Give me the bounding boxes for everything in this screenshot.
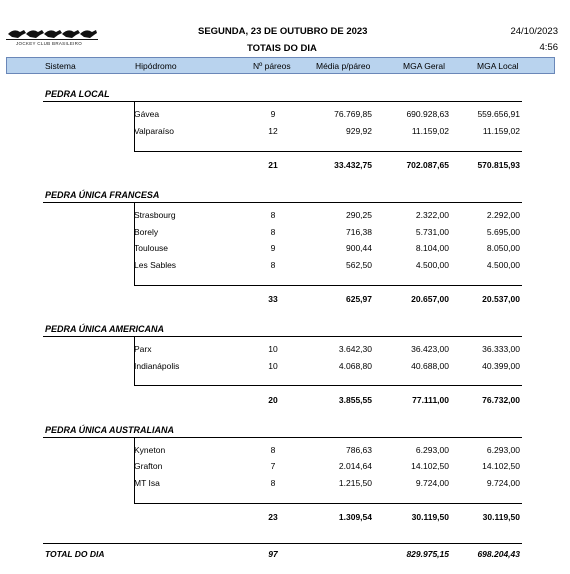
col-hipodromo: Hipódromo bbox=[135, 61, 177, 71]
table-cell: 76.732,00 bbox=[482, 395, 520, 405]
report-subtitle: TOTAIS DO DIA bbox=[247, 43, 317, 54]
table-cell: 2.322,00 bbox=[415, 210, 449, 220]
table-cell: 11.159,02 bbox=[482, 126, 520, 136]
grand-total-geral: 829.975,15 bbox=[406, 549, 449, 559]
table-cell: 6.293,00 bbox=[415, 445, 449, 455]
table-cell: 900,44 bbox=[346, 243, 372, 253]
table-cell: 8.104,00 bbox=[415, 243, 449, 253]
table-cell: 570.815,93 bbox=[477, 160, 520, 170]
table-cell: 30.119,50 bbox=[482, 512, 520, 522]
table-cell: 929,92 bbox=[346, 126, 372, 136]
table-cell: Valparaíso bbox=[134, 126, 175, 136]
table-cell: 20 bbox=[268, 395, 278, 405]
table-cell: 9.724,00 bbox=[415, 478, 449, 488]
table-cell: Parx bbox=[134, 344, 152, 354]
table-cell: 625,97 bbox=[346, 294, 372, 304]
table-cell: 6.293,00 bbox=[486, 445, 520, 455]
table-cell: MT Isa bbox=[134, 478, 160, 488]
table-cell: 2.292,00 bbox=[486, 210, 520, 220]
table-cell: 3.855,55 bbox=[338, 395, 372, 405]
table-cell: 2.014,64 bbox=[338, 461, 372, 471]
table-row bbox=[0, 126, 570, 140]
table-cell: 4.500,00 bbox=[415, 260, 449, 270]
table-cell: 40.688,00 bbox=[411, 361, 449, 371]
col-sistema: Sistema bbox=[45, 61, 76, 71]
table-row bbox=[0, 461, 570, 475]
table-row bbox=[0, 445, 570, 459]
table-row bbox=[0, 344, 570, 358]
table-cell: 30.119,50 bbox=[411, 512, 449, 522]
col-pareos: Nº páreos bbox=[253, 61, 291, 71]
grand-total-pareos: 97 bbox=[268, 549, 278, 559]
logo-caption: JOCKEY CLUB BRASILEIRO bbox=[16, 41, 83, 46]
table-cell: 20.537,00 bbox=[482, 294, 520, 304]
table-cell: Les Sables bbox=[134, 260, 177, 270]
report-time: 4:56 bbox=[539, 42, 558, 53]
subtotal-line bbox=[134, 385, 522, 386]
table-cell: 9 bbox=[270, 243, 276, 253]
table-cell: 8 bbox=[270, 210, 276, 220]
table-cell: 8 bbox=[270, 260, 276, 270]
grand-total-label: TOTAL DO DIA bbox=[45, 549, 105, 559]
section-title: PEDRA ÚNICA FRANCESA bbox=[45, 190, 160, 200]
subtotal-row bbox=[0, 160, 570, 174]
subtotal-row bbox=[0, 294, 570, 308]
table-row bbox=[0, 478, 570, 492]
table-cell: 23 bbox=[268, 512, 278, 522]
table-cell: 786,63 bbox=[346, 445, 372, 455]
table-row bbox=[0, 210, 570, 224]
table-cell: 33 bbox=[268, 294, 278, 304]
table-cell: 8 bbox=[270, 445, 276, 455]
table-cell: 36.333,00 bbox=[482, 344, 520, 354]
table-cell: 4.500,00 bbox=[486, 260, 520, 270]
table-row bbox=[0, 227, 570, 241]
table-cell: 76.769,85 bbox=[334, 109, 372, 119]
grand-total-line bbox=[43, 543, 522, 544]
section-divider bbox=[43, 336, 522, 337]
table-cell: 8 bbox=[270, 478, 276, 488]
table-cell: 11.159,02 bbox=[411, 126, 449, 136]
table-cell: Kyneton bbox=[134, 445, 166, 455]
grand-total-local: 698.204,43 bbox=[477, 549, 520, 559]
table-cell: 1.215,50 bbox=[338, 478, 372, 488]
table-row bbox=[0, 361, 570, 375]
column-header-bar bbox=[6, 57, 555, 74]
table-cell: 40.399,00 bbox=[482, 361, 520, 371]
section-title: PEDRA LOCAL bbox=[45, 89, 110, 99]
section-divider bbox=[43, 437, 522, 438]
grand-total-row bbox=[0, 549, 570, 563]
subtotal-row bbox=[0, 395, 570, 409]
table-cell: 12 bbox=[268, 126, 278, 136]
table-cell: 77.111,00 bbox=[412, 395, 449, 405]
section-title: PEDRA ÚNICA AUSTRALIANA bbox=[45, 425, 174, 435]
table-cell: Strasbourg bbox=[134, 210, 176, 220]
table-cell: 690.928,63 bbox=[406, 109, 449, 119]
col-mga-local: MGA Local bbox=[477, 61, 519, 71]
section-title: PEDRA ÚNICA AMERICANA bbox=[45, 324, 164, 334]
table-cell: 21 bbox=[268, 160, 278, 170]
subtotal-line bbox=[134, 503, 522, 504]
table-cell: Gávea bbox=[134, 109, 160, 119]
table-cell: 7 bbox=[270, 461, 276, 471]
table-cell: Borely bbox=[134, 227, 159, 237]
table-cell: 716,38 bbox=[346, 227, 372, 237]
table-cell: 36.423,00 bbox=[411, 344, 449, 354]
table-cell: 20.657,00 bbox=[411, 294, 449, 304]
table-cell: 4.068,80 bbox=[338, 361, 372, 371]
table-cell: 290,25 bbox=[346, 210, 372, 220]
table-cell: 8.050,00 bbox=[486, 243, 520, 253]
table-cell: 33.432,75 bbox=[334, 160, 372, 170]
subtotal-line bbox=[134, 285, 522, 286]
table-row bbox=[0, 109, 570, 123]
table-cell: 562,50 bbox=[346, 260, 372, 270]
table-cell: 14.102,50 bbox=[482, 461, 520, 471]
col-mga-geral: MGA Geral bbox=[403, 61, 446, 71]
section-divider bbox=[43, 202, 522, 203]
report-date: 24/10/2023 bbox=[510, 26, 558, 37]
section-divider bbox=[43, 101, 522, 102]
table-cell: 10 bbox=[268, 361, 278, 371]
report-title: SEGUNDA, 23 DE OUTUBRO DE 2023 bbox=[198, 26, 368, 37]
col-media: Média p/páreo bbox=[316, 61, 371, 71]
table-cell: 9 bbox=[270, 109, 276, 119]
table-cell: 8 bbox=[270, 227, 276, 237]
table-cell: Toulouse bbox=[134, 243, 169, 253]
table-cell: 10 bbox=[268, 344, 278, 354]
table-cell: 559.656,91 bbox=[477, 109, 520, 119]
subtotal-line bbox=[134, 151, 522, 152]
table-cell: 702.087,65 bbox=[406, 160, 449, 170]
table-cell: 9.724,00 bbox=[486, 478, 520, 488]
table-cell: Grafton bbox=[134, 461, 163, 471]
table-row bbox=[0, 243, 570, 257]
table-cell: 14.102,50 bbox=[411, 461, 449, 471]
table-cell: 5.695,00 bbox=[486, 227, 520, 237]
table-row bbox=[0, 260, 570, 274]
table-cell: 1.309,54 bbox=[338, 512, 372, 522]
table-cell: 3.642,30 bbox=[338, 344, 372, 354]
subtotal-row bbox=[0, 512, 570, 526]
table-cell: Indianápolis bbox=[134, 361, 180, 371]
table-cell: 5.731,00 bbox=[415, 227, 449, 237]
